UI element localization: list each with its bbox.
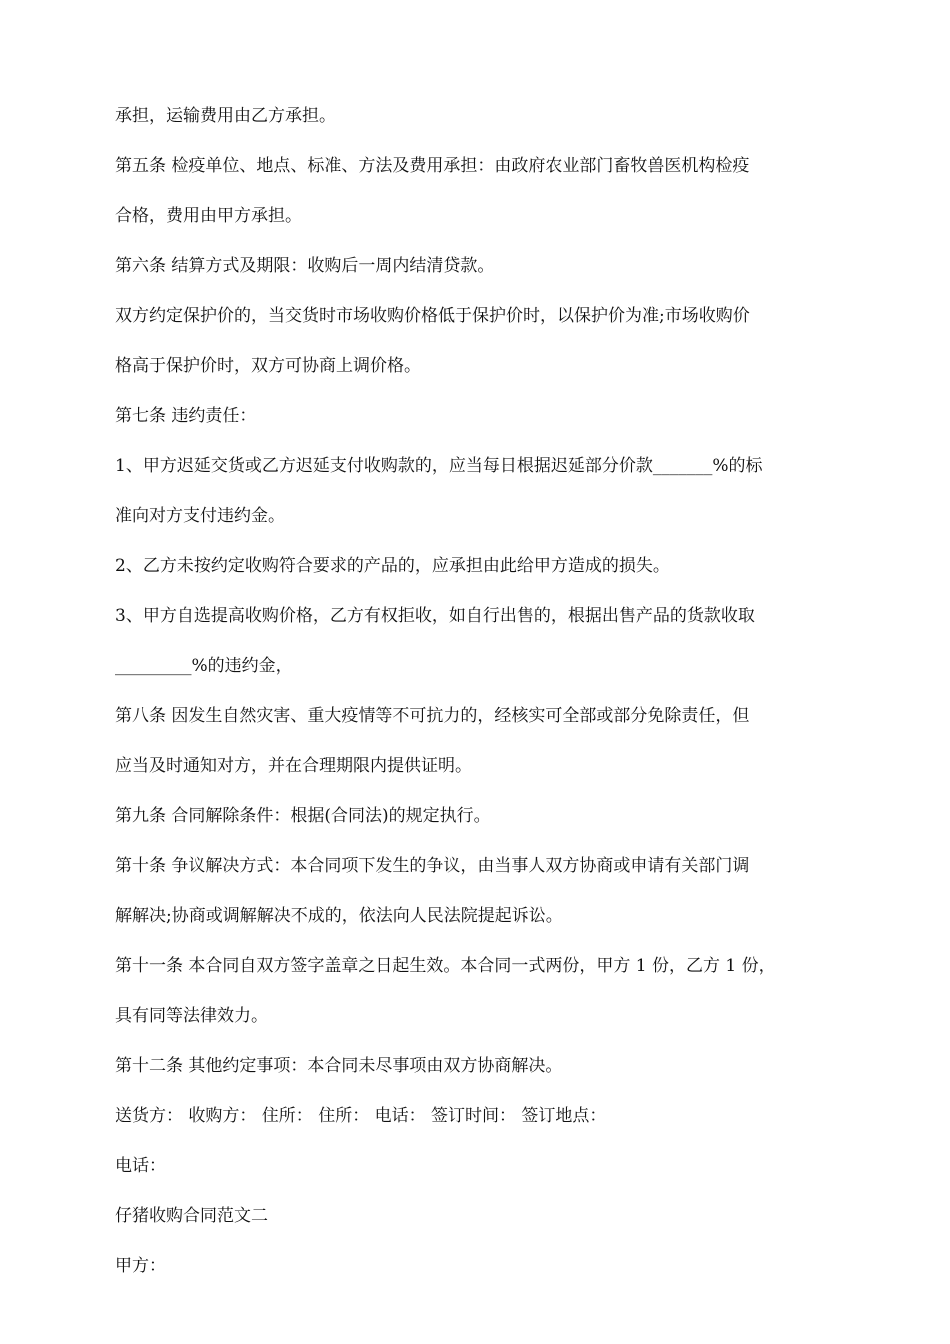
text-line: 承担，运输费用由乙方承担。 xyxy=(115,106,336,126)
text-line: _________%的违约金， xyxy=(115,656,293,676)
text-line: 双方约定保护价的，当交货时市场收购价格低于保护价时，以保护价为准;市场收购价 xyxy=(115,306,750,326)
article-5-line: 第五条 检疫单位、地点、标准、方法及费用承担：由政府农业部门畜牧兽医机构检疫 xyxy=(115,156,750,176)
clause-2-line: 2、乙方未按约定收购符合要求的产品的，应承担由此给甲方造成的损失。 xyxy=(115,556,670,576)
text-line: 具有同等法律效力。 xyxy=(115,1006,268,1026)
article-10-line: 第十条 争议解决方式：本合同项下发生的争议，由当事人双方协商或申请有关部门调 xyxy=(115,856,750,876)
phone-label-line: 电话： xyxy=(115,1156,166,1176)
signature-fields-line: 送货方： 收购方： 住所： 住所： 电话： 签订时间： 签订地点： xyxy=(115,1106,607,1126)
clause-1-line: 1、甲方迟延交货或乙方迟延支付收购款的，应当每日根据迟延部分价款_______%的标 xyxy=(115,456,763,476)
article-6-line: 第六条 结算方式及期限：收购后一周内结清贷款。 xyxy=(115,256,495,276)
article-9-line: 第九条 合同解除条件：根据(合同法)的规定执行。 xyxy=(115,806,491,826)
text-line: 解解决;协商或调解解决不成的，依法向人民法院提起诉讼。 xyxy=(115,906,563,926)
text-line: 格高于保护价时，双方可协商上调价格。 xyxy=(115,356,421,376)
section-title: 仔猪收购合同范文二 xyxy=(115,1206,268,1226)
clause-3-line: 3、甲方自选提高收购价格，乙方有权拒收，如自行出售的，根据出售产品的货款收取 xyxy=(115,606,755,626)
text-line: 准向对方支付违约金。 xyxy=(115,506,285,526)
article-12-line: 第十二条 其他约定事项：本合同未尽事项由双方协商解决。 xyxy=(115,1056,563,1076)
text-line: 应当及时通知对方，并在合理期限内提供证明。 xyxy=(115,756,472,776)
text-line: 合格，费用由甲方承担。 xyxy=(115,206,302,226)
article-7-line: 第七条 违约责任： xyxy=(115,406,257,426)
article-8-line: 第八条 因发生自然灾害、重大疫情等不可抗力的，经核实可全部或部分免除责任，但 xyxy=(115,706,750,726)
article-11-line: 第十一条 本合同自双方签字盖章之日起生效。本合同一式两份，甲方 1 份，乙方 1 份， xyxy=(115,956,776,976)
party-a-label: 甲方： xyxy=(115,1256,166,1276)
